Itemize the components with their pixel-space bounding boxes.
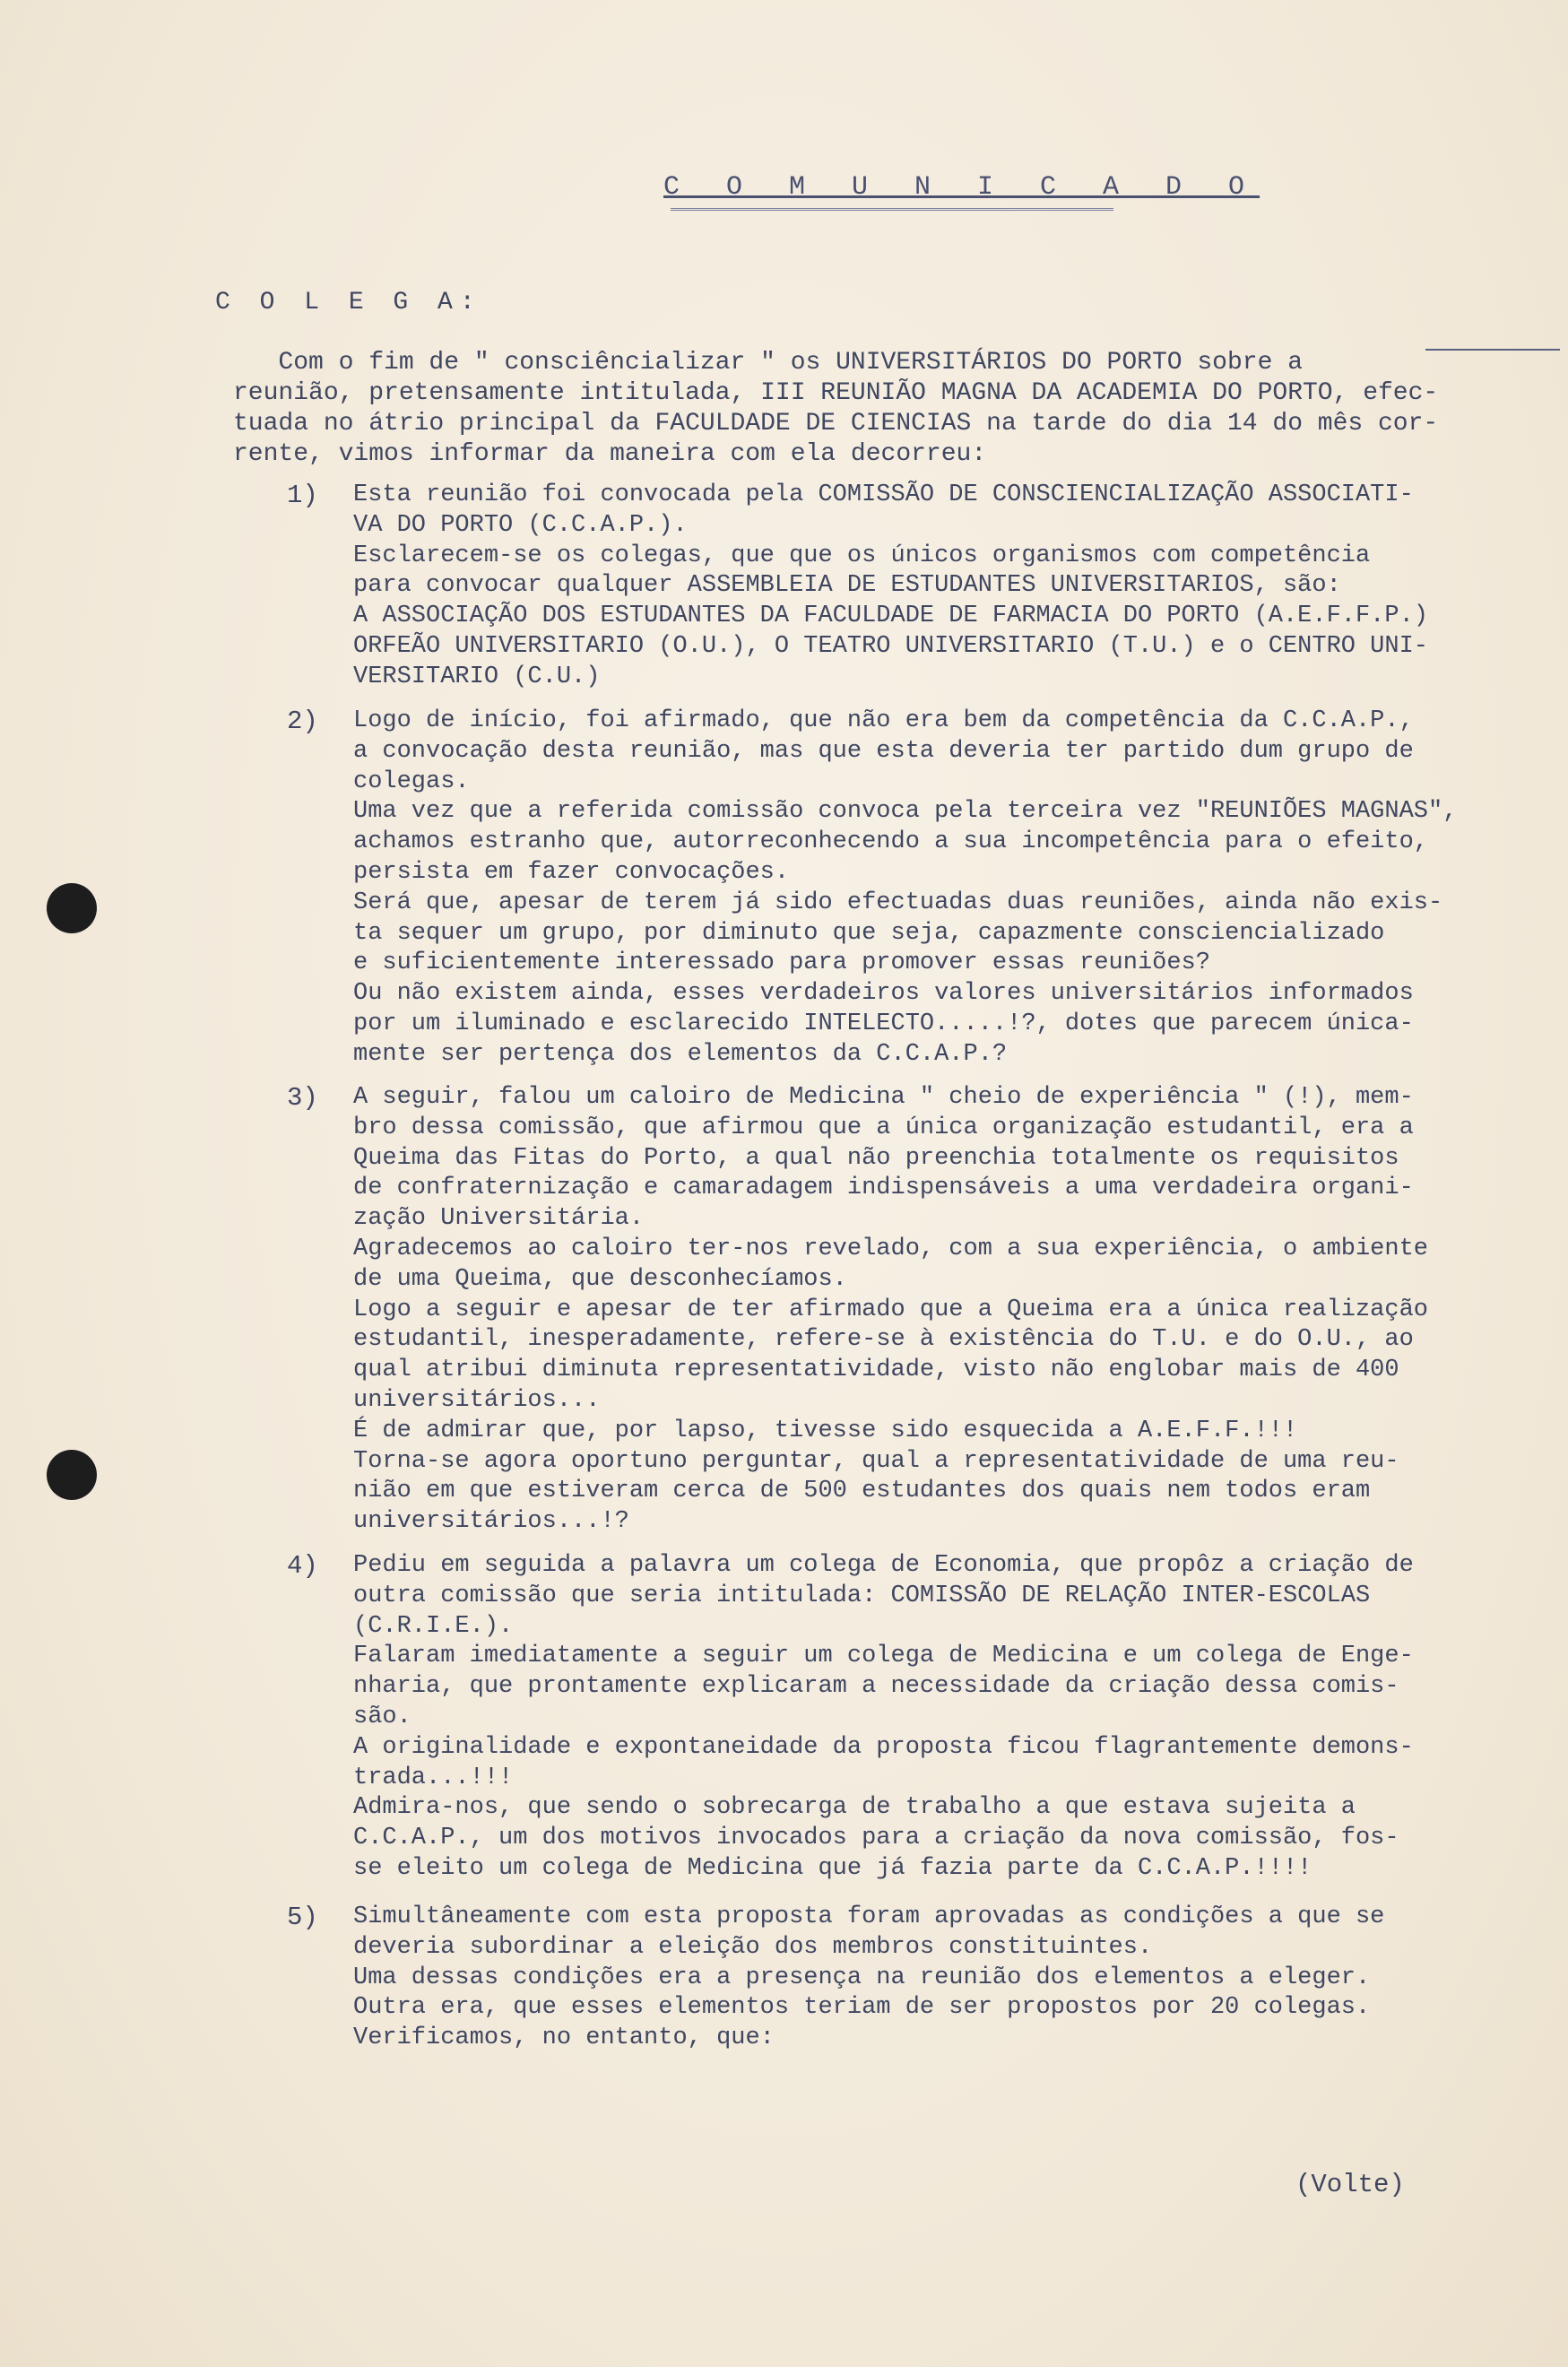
title-double-underline: [671, 208, 1113, 211]
intro-paragraph: Com o fim de " consciêncializar " os UNIVERSITÁRIOS DO PORTO sobre a reunião, pretensamente intitulada, III REUNIÃO MAGNA DA ACADEMIA DO PORTO, efec- tuada no átrio principal da FACULDADE DE CIENCIAS na tarde do dia 14 do mês cor- rente, vimos informar da maneira com ela decorreu:: [233, 349, 1439, 468]
punch-hole: [47, 1450, 97, 1500]
item-text: Simultâneamente com esta proposta foram aprovadas as condições a que se deveria subordinar a eleição dos membros constituintes. Uma dessas condições era a presença na reunião dos elementos a eleger. Outra era, que esses elementos teriam de ser propostos por 20 colegas. Verificamos, no entanto, que:: [353, 1903, 1385, 2052]
item-number: 1): [287, 481, 318, 510]
typing-mark: [1425, 349, 1560, 351]
greeting: C O L E G A:: [215, 289, 482, 316]
item-text: Esta reunião foi convocada pela COMISSÃO DE CONSCIENCIALIZAÇÃO ASSOCIATI- VA DO PORTO (C.C.A.P.). Esclarecem-se os colegas, que que os únicos organismos com competência para convocar qualquer ASSEMBLEIA DE ESTUDANTES UNIVERSITARIOS, são: A ASSOCIAÇÃO DOS ESTUDANTES DA FACULDADE DE FARMACIA DO PORTO (A.E.F.F.P.) ORFEÃO UNIVERSITARIO (O.U.), O TEATRO UNIVERSITARIO (T.U.) e o CENTRO UNI- VERSITARIO (C.U.): [353, 481, 1428, 690]
item-text: Logo de início, foi afirmado, que não era bem da competência da C.C.A.P., a convocação desta reunião, mas que esta deveria ter partido dum grupo de colegas. Uma vez que a referida comissão convoca pela terceira vez "REUNIÕES MAGNAS", achamos estranho que, autorreconhecendo a sua incompetência para o efeito, persista em fazer convocações. Será que, apesar de terem já sido efectuadas duas reuniões, ainda não exis- ta sequer um grupo, por diminuto que seja, capazmente consciencializado e suficientemente interessado para promover essas reuniões? Ou não existem ainda, esses verdadeiros valores universitários informados por um iluminado e esclarecido INTELECTO.....!?, dotes que parecem única- mente ser pertença dos elementos da C.C.A.P.?: [353, 707, 1458, 1068]
punch-hole: [47, 883, 97, 933]
item-text: Pediu em seguida a palavra um colega de Economia, que propôz a criação de outra comissão que seria intitulada: COMISSÃO DE RELAÇÃO INTER-ESCOLAS (C.R.I.E.). Falaram imediatamente a seguir um colega de Medicina e um colega de Enge- nharia, que prontamente explicaram a necessidade da criação dessa comis- são. A originalidade e expontaneidade da proposta ficou flagrantemente demons- trada...!!! Admira-nos, que sendo o sobrecarga de trabalho a que estava sujeita a C.C.A.P., um dos motivos invocados para a criação da nova comissão, fos- se eleito um colega de Medicina que já fazia parte da C.C.A.P.!!!!: [353, 1552, 1414, 1882]
item-number: 3): [287, 1083, 318, 1113]
page-footer: (Volte): [1295, 2170, 1405, 2199]
item-number: 4): [287, 1551, 318, 1581]
item-number: 5): [287, 1903, 318, 1932]
document-title: C O M U N I C A D O: [663, 172, 1260, 203]
item-text: A seguir, falou um caloiro de Medicina " cheio de experiência " (!), mem- bro dessa comissão, que afirmou que a única organização estudantil, era a Queima das Fitas do Porto, a qual não preenchia totalmente os requisitos de confraternização e camaradagem indispensáveis a uma verdadeira organi- zação Universitária. Agradecemos ao caloiro ter-nos revelado, com a sua experiência, o ambiente de uma Queima, que desconhecíamos. Logo a seguir e apesar de ter afirmado que a Queima era a única realização estudantil, inesperadamente, refere-se à existência do T.U. e do O.U., ao qual atribui diminuta representatividade, visto não englobar mais de 400 universitários... É de admirar que, por lapso, tivesse sido esquecida a A.E.F.F.!!! Torna-se agora oportuno perguntar, qual a representatividade de uma reu- nião em que estiveram cerca de 500 estudantes dos quais nem todos eram universitários...!?: [353, 1084, 1428, 1536]
item-number: 2): [287, 707, 318, 736]
